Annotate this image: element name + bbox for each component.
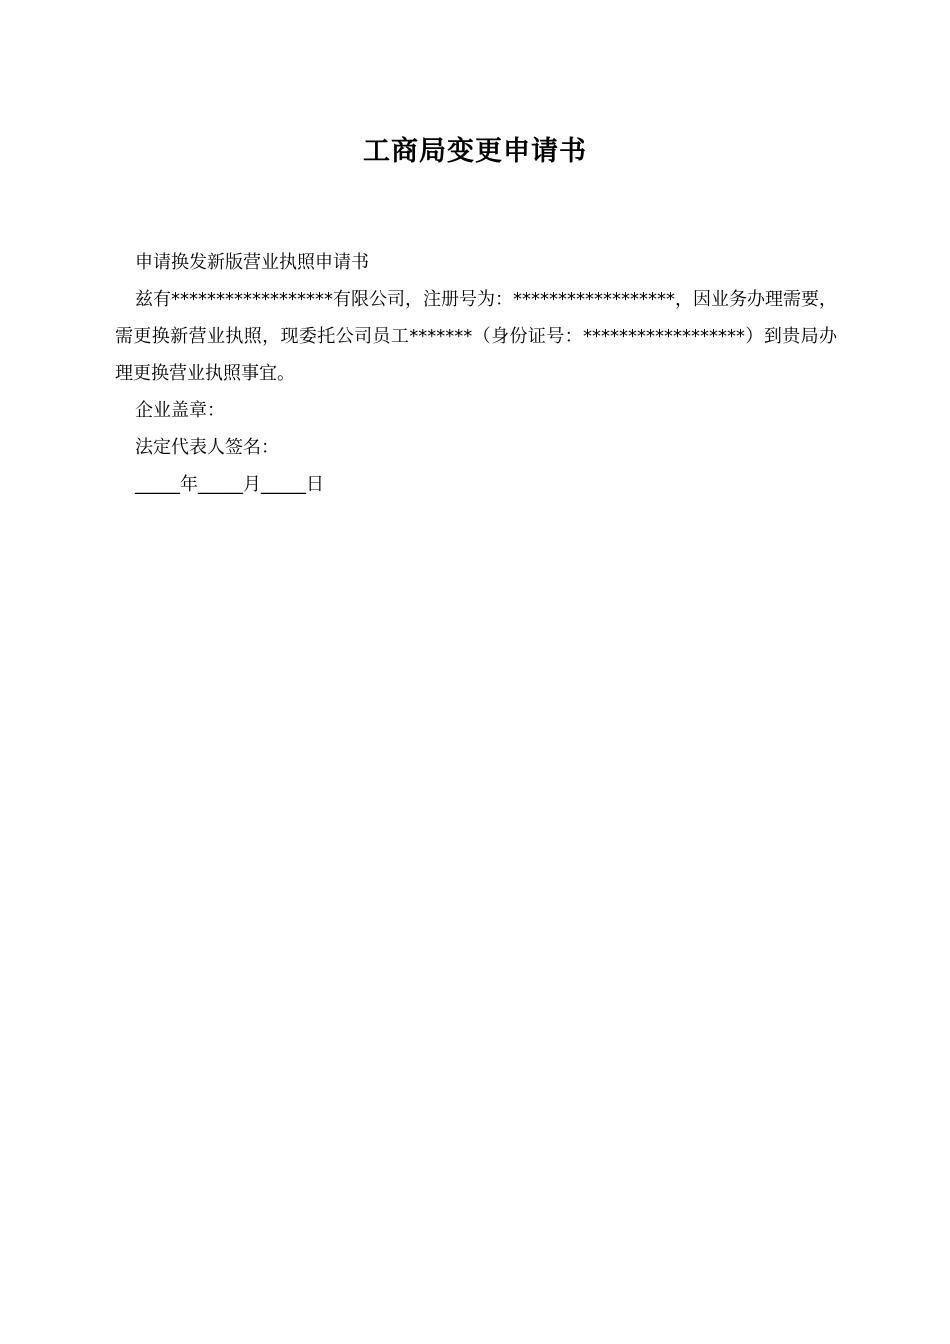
document-body (115, 244, 837, 503)
document-title: 工商局变更申请书 (363, 136, 587, 167)
date-line: _____年_____月_____日 (135, 474, 324, 495)
legal-rep-signature-line: 法定代表人签名： (135, 437, 279, 458)
main-paragraph: 兹有******************有限公司，注册号为：******************，因业务办理需要，需更换新营业执照，现委托公司员工*******（身份证号：******************）到贵局办理更换营业执照事宜。 (115, 289, 837, 384)
company-seal-line: 企业盖章： (135, 400, 225, 421)
subtitle-line: 申请换发新版营业执照申请书 (135, 252, 369, 273)
